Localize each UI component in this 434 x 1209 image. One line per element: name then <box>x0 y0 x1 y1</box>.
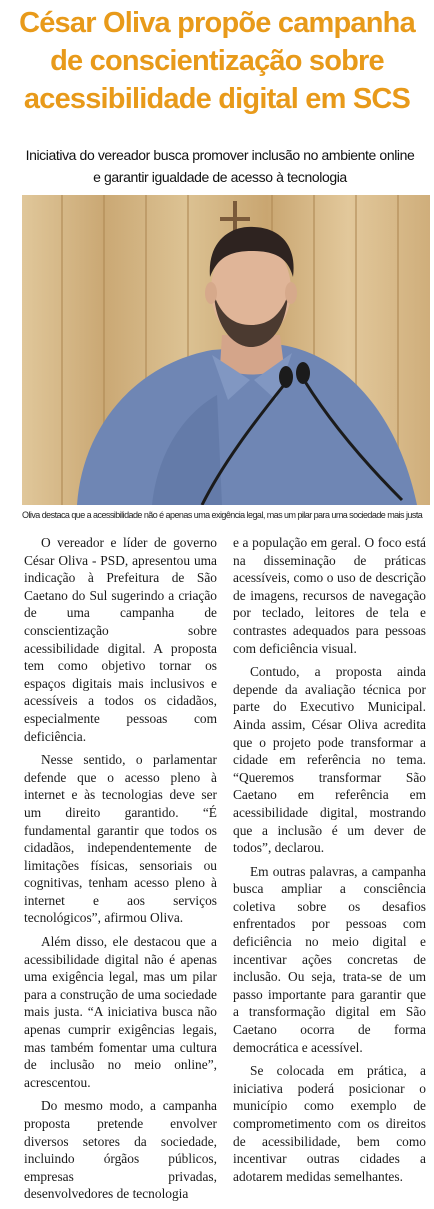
article-paragraph: Nesse sentido, o parlamentar defende que o acesso pleno à internet e às tecnologias deve ser um direito garantido. “É fundamental garantir que todos os cidadãos, independentemente de limitações físicas, sensoriais ou cognitivas, tenham acesso pleno à internet e aos serviços tecnológicos”, afirmou Oliva. <box>24 752 217 926</box>
article-column-left <box>24 534 217 1209</box>
article-paragraph: Se colocada em prática, a iniciativa poderá posicionar o município como exemplo de comprometimento com os direitos de acessibilidade, bem como incentivar outras cidades a adotarem medidas semelhantes. <box>233 1063 426 1184</box>
photo-caption: Oliva destaca que a acessibilidade não é apenas uma exigência legal, mas um pilar para uma sociedade mais justa <box>22 510 423 520</box>
article-photo <box>22 195 430 505</box>
article-subtitle: Iniciativa do vereador busca promover inclusão no ambiente online e garantir igualdade de acesso à tecnologia <box>25 147 415 185</box>
article-headline: César Oliva propõe campanha de conscientização sobre acessibilidade digital em SCS <box>19 7 415 115</box>
article-paragraph: Em outras palavras, a campanha busca ampliar a consciência coletiva sobre os desafios enfrentados por pessoas com deficiência no meio digital e incentivar ações concretas de inclusão. Ou seja, trata-se de um passo importante para garantir que a transformação digital em São Caetano ocorra de forma democrática e acessível. <box>233 863 426 1055</box>
article-paragraph: Contudo, a proposta ainda depende da avaliação técnica por parte do Executivo Municipal. Ainda assim, César Oliva acredita que o projeto pode transformar a cidade em referência no tema. “Queremos transformar São Caetano em referência em acessibilidade digital, mostrando que a inclusão é um dever de todos”, declarou. <box>233 664 426 856</box>
article-column-right <box>233 534 426 1191</box>
article-paragraph: Além disso, ele destacou que a acessibilidade digital não é apenas uma exigência legal, mas um pilar para a construção de uma sociedade mais justa. “A iniciativa busca não apenas cumprir exigências legais, mas também fomentar uma cultura de inclusão no meio online”, acrescentou. <box>24 934 217 1090</box>
article-paragraph: Do mesmo modo, a campanha proposta pretende envolver diversos setores da sociedade, incluindo órgãos públicos, empresas privadas, desenvolvedores de tecnologia <box>24 1098 217 1202</box>
article-paragraph: O vereador e líder de governo César Oliva - PSD, apresentou uma indicação à Prefeitura de São Caetano do Sul sugerindo a criação de uma campanha de conscientização sobre acessibilidade digital. A proposta tem como objetivo tornar os espaços digitais mais inclusivos e acessíveis a todos os cidadãos, especialmente pessoas com deficiência. <box>24 535 217 744</box>
article-paragraph-continued: e a população em geral. O foco está na disseminação de práticas acessíveis, como o uso de descrição de imagens, recursos de navegação por teclado, leitores de tela e contrastes adequados para pessoas com deficiência visual. <box>233 535 426 656</box>
